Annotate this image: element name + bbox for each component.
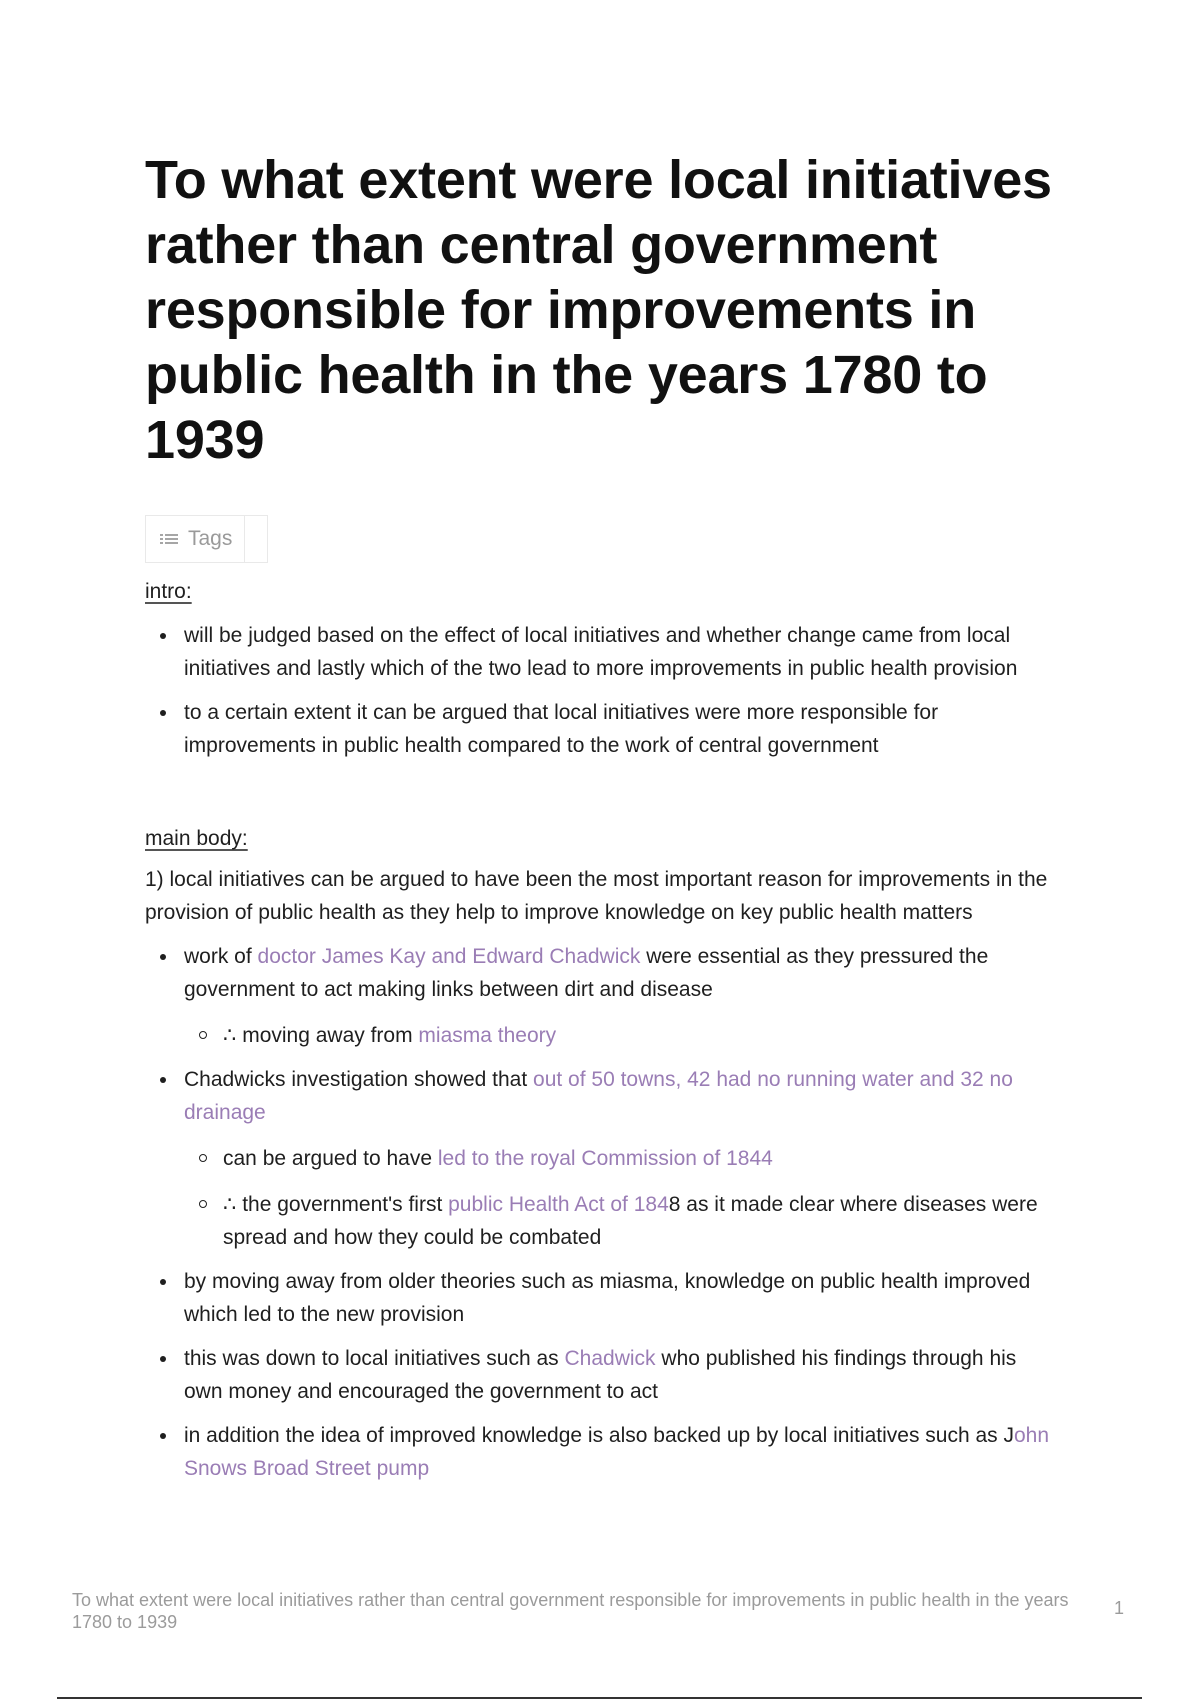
page-title: To what extent were local initiatives rather than central government responsible for improvements in public health in the years 1780 to 1939 (145, 150, 1052, 470)
highlighted-text: led to the royal Commission of 1844 (437, 1147, 773, 1170)
highlighted-text: miasma theory (418, 1024, 557, 1047)
list-item (145, 1342, 1060, 1408)
main-body-heading: main body: (145, 827, 248, 850)
text-run: who published his findings through his own money and encouraged the government to act (184, 1347, 1017, 1403)
sub-list-item (184, 1188, 1060, 1254)
text-run: ∴ the government's first (223, 1193, 449, 1216)
list-icon (160, 532, 178, 546)
highlighted-text: Chadwick (564, 1347, 656, 1370)
highlighted-text: doctor James Kay and Edward Chadwick (257, 945, 641, 968)
page-footer: To what extent were local initiatives rather than central government responsible for improvements in public health in the years 1780 to 1939 (72, 1590, 1069, 1632)
text-run: work of (184, 945, 258, 968)
list-item: to a certain extent it can be argued that local initiatives were more responsible for improvements in public health compared to the work of central government (145, 696, 1060, 762)
text-run: can be argued to have (223, 1147, 438, 1170)
sub-list-item (184, 1142, 1060, 1175)
highlighted-text: public Health Act of 184 (448, 1193, 669, 1216)
text-run: were essential as they pressured the government to act making links between dirt and disease (184, 945, 989, 1001)
text-run: 8 as it made clear where diseases were spread and how they could be combated (223, 1193, 1038, 1249)
sub-list-item (184, 1019, 1060, 1052)
list-item: will be judged based on the effect of local initiatives and whether change came from local initiatives and lastly which of the two lead to more improvements in public health provision (145, 619, 1060, 685)
highlighted-text: ohn Snows Broad Street pump (184, 1424, 1050, 1480)
tags-label: Tags (188, 527, 233, 550)
text-run: this was down to local initiatives such as (184, 1347, 565, 1370)
page-divider (57, 1697, 1142, 1699)
tags-divider (244, 516, 245, 562)
list-item (145, 1419, 1060, 1485)
sub-list (184, 1019, 1060, 1052)
intro-list (145, 619, 1060, 762)
list-item: by moving away from older theories such as miasma, knowledge on public health improved which led to the new provision (145, 1265, 1060, 1331)
main-point-1: 1) local initiatives can be argued to have been the most important reason for improvements in the provision of public health as they help to improve knowledge on key public health matters (145, 868, 1048, 924)
intro-heading: intro: (145, 580, 192, 603)
list-item (145, 1063, 1060, 1254)
highlighted-text: out of 50 towns, 42 had no running water and 32 no drainage (184, 1068, 1013, 1124)
sub-list (184, 1142, 1060, 1254)
text-run: in addition the idea of improved knowledge is also backed up by local initiatives such as (184, 1424, 1004, 1447)
text-run: J (1003, 1424, 1014, 1447)
page-number: 1 (1114, 1598, 1125, 1618)
tags-property[interactable] (145, 515, 268, 563)
text-run: ∴ moving away from (223, 1024, 419, 1047)
main-body-list (145, 940, 1060, 1485)
note-content (145, 575, 1060, 1485)
list-item (145, 940, 1060, 1052)
text-run: Chadwicks investigation showed that (184, 1068, 534, 1091)
